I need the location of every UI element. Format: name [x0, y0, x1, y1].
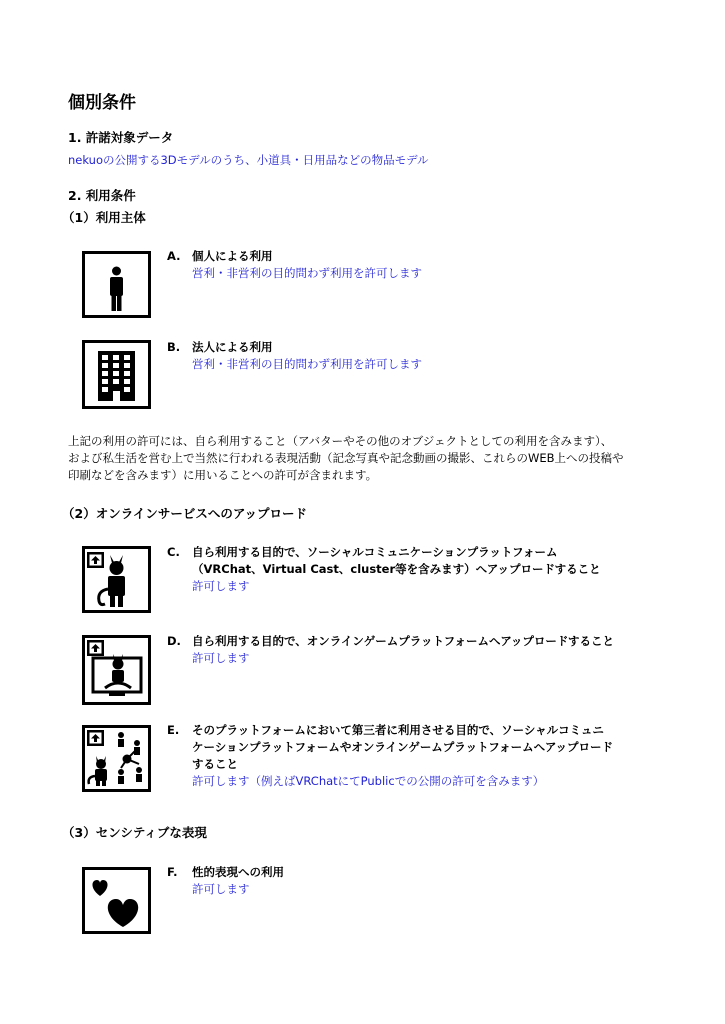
item-d-title-1: 自ら利用する目的で、オンラインゲームプラットフォームへアップロードすること	[192, 634, 615, 648]
paragraph-line-2: および私生活を営む上で当然に行われる表現活動（記念写真や記念動画の撮影、これらのWEB上への投稿や	[68, 451, 624, 465]
item-f-label: F.	[167, 865, 178, 879]
item-b-title: 法人による利用	[192, 340, 273, 354]
item-c-desc: 許可します	[192, 579, 250, 593]
upload-share-icon	[82, 725, 151, 792]
item-b-label: B.	[167, 340, 181, 354]
item-a	[167, 248, 667, 282]
item-b-desc: 営利・非営利の目的問わず利用を許可します	[192, 357, 422, 371]
item-d-label: D.	[167, 634, 181, 648]
item-e-desc: 許可します（例えばVRChatにてPublicでの公開の許可を含みます）	[192, 774, 545, 788]
item-a-desc: 営利・非営利の目的問わず利用を許可します	[192, 266, 422, 280]
person-icon	[82, 251, 151, 318]
upload-avatar-icon	[82, 546, 151, 613]
subsection-1-heading: （1）利用主体	[62, 210, 146, 225]
item-a-title: 個人による利用	[192, 249, 273, 263]
section2-heading: 2. 利用条件	[68, 188, 136, 203]
item-f	[167, 864, 667, 898]
hearts-icon	[82, 867, 151, 934]
paragraph-line-3: 印刷などを含みます）に用いることへの許可が含まれます。	[68, 468, 378, 482]
item-e-title-3: すること	[192, 757, 238, 771]
item-c-title-2: （VRChat、Virtual Cast、cluster等を含みます）へアップロードすること	[192, 562, 601, 576]
item-d-desc: 許可します	[192, 651, 250, 665]
section1-heading: 1. 許諾対象データ	[68, 130, 174, 145]
item-e-title-1: そのプラットフォームにおいて第三者に利用させる目的で、ソーシャルコミュニ	[192, 723, 604, 737]
building-icon	[82, 340, 151, 409]
usage-paragraph	[68, 433, 668, 484]
item-c-label: C.	[167, 545, 180, 559]
item-f-desc: 許可します	[192, 882, 250, 896]
item-e-label: E.	[167, 723, 180, 737]
paragraph-line-1: 上記の利用の許可には、自ら利用すること（アバターやその他のオブジェクトとしての利用を含みます）、	[68, 434, 613, 448]
item-b	[167, 339, 667, 373]
item-c-title-1: 自ら利用する目的で、ソーシャルコミュニケーションプラットフォーム	[192, 545, 558, 559]
upload-game-icon	[82, 635, 151, 705]
section1-desc: nekuoの公開する3Dモデルのうち、小道具・日用品などの物品モデル	[68, 153, 429, 167]
item-a-label: A.	[167, 249, 181, 263]
item-e-title-2: ケーションプラットフォームやオンラインゲームプラットフォームへアップロード	[192, 740, 614, 754]
item-c	[167, 544, 667, 595]
item-f-title: 性的表現への利用	[192, 865, 284, 879]
item-d	[167, 633, 667, 667]
item-e	[167, 722, 667, 790]
subsection-2-heading: （2）オンラインサービスへのアップロード	[62, 506, 307, 521]
page-title: 個別条件	[68, 93, 136, 113]
subsection-3-heading: （3）センシティブな表現	[62, 825, 207, 840]
